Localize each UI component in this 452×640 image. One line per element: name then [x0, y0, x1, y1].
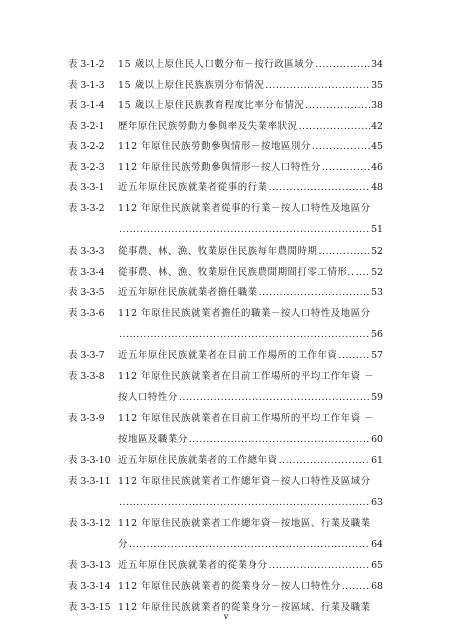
- page-number: 61: [371, 455, 383, 466]
- entry-title-continuation: 按地區及職業分: [118, 434, 188, 445]
- page-number: 51: [371, 224, 383, 235]
- table-number: 表 3-1-3: [68, 80, 105, 91]
- entry-title: 112 年原住民族就業者工作總年資－按地區、行業及職業: [118, 518, 371, 529]
- entry-title: 112 年原住民族就業者從事的行業－按人口特性及地區分: [118, 203, 371, 214]
- entry-title: 近五年原住民族就業者的從業身分: [118, 560, 268, 571]
- toc-entry-continuation: [118, 388, 383, 408]
- table-number: 表 3-3-12: [68, 518, 111, 529]
- table-number: 表 3-3-2: [68, 203, 105, 214]
- page-number: 60: [371, 434, 383, 445]
- entry-title: 112 年原住民族就業者在目前工作場所的平均工作年資 －: [118, 413, 375, 424]
- page-number: 59: [371, 392, 383, 403]
- leader-dots: [119, 220, 370, 240]
- entry-title: 從事農、林、漁、牧業原住民族每年農閒時期: [118, 246, 318, 257]
- table-number: 表 3-2-2: [68, 141, 105, 152]
- toc-entry-continuation: [118, 325, 383, 345]
- page-number: 45: [371, 141, 383, 152]
- toc-entry[interactable]: [68, 263, 383, 283]
- toc-entry-continuation: [118, 220, 383, 240]
- page-number: 56: [371, 329, 383, 340]
- table-number: 表 3-3-13: [68, 560, 111, 571]
- entry-title-continuation: 按人口特性分: [118, 392, 178, 403]
- leader-dots: [312, 137, 370, 157]
- page-number: 68: [371, 581, 383, 592]
- table-number: 表 3-3-4: [68, 267, 105, 278]
- toc-entry[interactable]: [68, 158, 383, 178]
- toc-entry[interactable]: [68, 304, 383, 324]
- table-number: 表 3-2-1: [68, 121, 105, 132]
- leader-dots: [319, 242, 371, 262]
- entry-title: 112 年原住民族勞動參與情形－按地區別分: [118, 141, 311, 152]
- leader-dots: [315, 55, 370, 75]
- table-number: 表 3-3-11: [68, 476, 111, 487]
- page-number: 34: [371, 59, 383, 70]
- table-number: 表 3-3-9: [68, 413, 105, 424]
- toc-entry[interactable]: [68, 514, 383, 534]
- leader-dots: [129, 535, 370, 555]
- leader-dots: [119, 493, 370, 513]
- table-number: 表 3-3-7: [68, 350, 105, 361]
- page-number: 64: [371, 539, 383, 550]
- table-number: 表 3-3-6: [68, 308, 105, 319]
- toc-entry-continuation: [118, 493, 383, 513]
- toc-entry[interactable]: [68, 117, 383, 137]
- entry-title: 112 年原住民族就業者工作總年資－按人口特性及區域分: [118, 476, 371, 487]
- page-number: 63: [371, 497, 383, 508]
- entry-title: 112 年原住民族就業者在目前工作場所的平均工作年資 －: [118, 371, 375, 382]
- toc-entry[interactable]: [68, 242, 383, 262]
- table-number: 表 3-3-14: [68, 581, 111, 592]
- entry-title: 歷年原住民族勞動力參與率及失業率狀況: [118, 121, 298, 132]
- table-number: 表 3-1-4: [68, 100, 105, 111]
- leader-dots: [299, 117, 371, 137]
- leader-dots: [305, 96, 370, 116]
- entry-title: 112 年原住民族勞動參與情形－按人口特性分: [118, 162, 321, 173]
- entry-title: 從事農、林、漁、牧業原住民族農閒期間打零工情形..: [118, 267, 355, 278]
- toc-entry-continuation: [118, 535, 383, 555]
- table-number: 表 3-3-8: [68, 371, 105, 382]
- toc-entry[interactable]: [68, 577, 383, 597]
- table-number: 表 3-3-3: [68, 246, 105, 257]
- leader-dots: [356, 263, 370, 283]
- toc-entry[interactable]: [68, 283, 383, 303]
- page-number: 46: [371, 162, 383, 173]
- entry-title: 近五年原住民族就業者的工作總年資: [118, 455, 278, 466]
- entry-title-continuation: 分: [118, 539, 128, 550]
- toc-entry-continuation: [118, 430, 383, 450]
- table-number: 表 3-2-3: [68, 162, 105, 173]
- table-number: 表 3-3-10: [68, 455, 111, 466]
- leader-dots: [342, 577, 370, 597]
- leader-dots: [279, 451, 370, 471]
- entry-title: 15 歲以上原住民人口數分布－按行政區域分: [118, 59, 315, 70]
- page-number: 35: [371, 80, 383, 91]
- page-number: 57: [371, 350, 383, 361]
- toc-entry[interactable]: [68, 96, 383, 116]
- toc-entry[interactable]: [68, 199, 383, 219]
- page-number: 42: [371, 121, 383, 132]
- entry-title: 近五年原住民族就業者從事的行業: [118, 182, 268, 193]
- toc-entry[interactable]: [68, 556, 383, 576]
- toc-entry[interactable]: [68, 76, 383, 96]
- leader-dots: [265, 76, 370, 96]
- leader-dots: [269, 178, 370, 198]
- page-number: 38: [371, 100, 383, 111]
- leader-dots: [338, 346, 370, 366]
- entry-title: 112 年原住民族就業者的從業身分－按人口特性分: [118, 581, 341, 592]
- toc-entry[interactable]: [68, 137, 383, 157]
- leader-dots: [119, 325, 370, 345]
- table-number: 表 3-3-1: [68, 182, 105, 193]
- page-number: 65: [371, 560, 383, 571]
- leader-dots: [322, 158, 370, 178]
- leader-dots: [189, 430, 370, 450]
- page-number: 52: [371, 267, 383, 278]
- leader-dots: [269, 556, 370, 576]
- page-number: 48: [371, 182, 383, 193]
- toc-entry[interactable]: [68, 346, 383, 366]
- toc-entry[interactable]: [68, 451, 383, 471]
- entry-title: 112 年原住民族就業者的從業身分－按區域、行業及職業: [118, 602, 371, 613]
- toc-entry[interactable]: [68, 409, 383, 429]
- page-number: 53: [371, 287, 383, 298]
- entry-title: 15 歲以上原住民族教育程度比率分布情況: [118, 100, 305, 111]
- page-number: 52: [371, 246, 383, 257]
- table-number: 表 3-3-15: [68, 602, 111, 613]
- entry-title: 112 年原住民族就業者擔任的職業－按人口特性及地區分: [118, 308, 371, 319]
- entry-title: 近五年原住民族就業者在目前工作場所的工作年資: [118, 350, 338, 361]
- leader-dots: [259, 283, 370, 303]
- entry-title: 近五年原住民族就業者擔任職業: [118, 287, 258, 298]
- table-number: 表 3-1-2: [68, 59, 105, 70]
- entry-title: 15 歲以上原住民族族別分布情況: [118, 80, 265, 91]
- toc-entry[interactable]: [68, 178, 383, 198]
- toc-entry[interactable]: [68, 55, 383, 75]
- page-footer-number: v: [223, 612, 229, 621]
- table-number: 表 3-3-5: [68, 287, 105, 298]
- leader-dots: [179, 388, 370, 408]
- toc-entry[interactable]: [68, 472, 383, 492]
- toc-entry[interactable]: [68, 367, 383, 387]
